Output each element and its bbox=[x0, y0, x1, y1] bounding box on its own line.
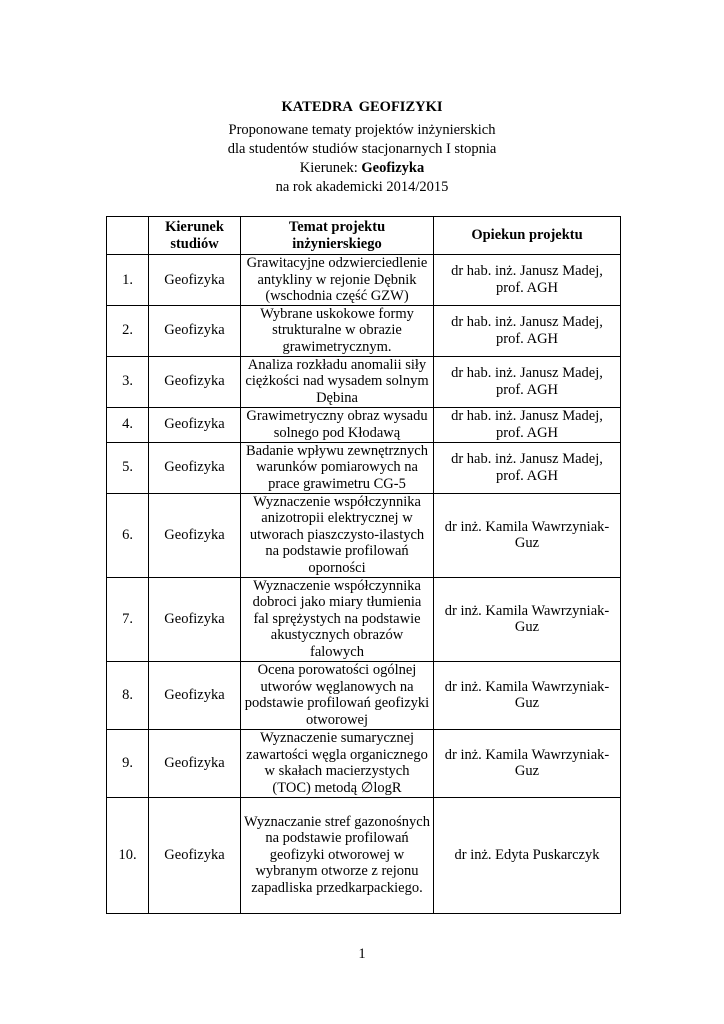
page-number: 1 bbox=[358, 946, 366, 962]
row-kierunek: Geofizyka bbox=[149, 356, 241, 407]
row-kierunek: Geofizyka bbox=[149, 442, 241, 493]
document-header bbox=[0, 98, 724, 197]
table-row bbox=[107, 356, 621, 407]
header-kierunek: Kierunek studiów bbox=[149, 217, 241, 255]
row-temat: Wyznaczenie współczynnika dobroci jako miary tłumienia fal sprężystych na podstawie akustycznych obrazów falowych bbox=[241, 577, 434, 661]
row-kierunek: Geofizyka bbox=[149, 255, 241, 306]
row-number: 10. bbox=[107, 797, 149, 913]
academic-year: na rok akademicki 2014/2015 bbox=[275, 179, 449, 195]
row-temat: Badanie wpływu zewnętrznych warunków pomiarowych na prace grawimetru CG-5 bbox=[241, 442, 434, 493]
row-number: 7. bbox=[107, 577, 149, 661]
row-kierunek: Geofizyka bbox=[149, 493, 241, 577]
row-opiekun: dr hab. inż. Janusz Madej, prof. AGH bbox=[434, 255, 621, 306]
row-temat: Wyznaczenie współczynnika anizotropii elektrycznej w utworach piaszczysto-ilastych na podstawie profilowań oporności bbox=[241, 493, 434, 577]
row-number: 5. bbox=[107, 442, 149, 493]
row-opiekun: dr inż. Kamila Wawrzyniak-Guz bbox=[434, 493, 621, 577]
row-kierunek: Geofizyka bbox=[149, 577, 241, 661]
row-temat: Wybrane uskokowe formy strukturalne w obrazie grawimetrycznym. bbox=[241, 305, 434, 356]
row-number: 4. bbox=[107, 407, 149, 442]
row-number: 3. bbox=[107, 356, 149, 407]
row-opiekun: dr hab. inż. Janusz Madej, prof. AGH bbox=[434, 442, 621, 493]
table-row bbox=[107, 577, 621, 661]
row-opiekun: dr inż. Kamila Wawrzyniak-Guz bbox=[434, 577, 621, 661]
row-opiekun: dr hab. inż. Janusz Madej, prof. AGH bbox=[434, 305, 621, 356]
header-number bbox=[107, 217, 149, 255]
row-kierunek: Geofizyka bbox=[149, 305, 241, 356]
table-row bbox=[107, 797, 621, 913]
topics-table bbox=[106, 216, 621, 914]
row-number: 1. bbox=[107, 255, 149, 306]
row-temat: Analiza rozkładu anomalii siły ciężkości nad wysadem solnym Dębina bbox=[241, 356, 434, 407]
row-kierunek: Geofizyka bbox=[149, 729, 241, 797]
row-temat: Wyznaczanie stref gazonośnych na podstawie profilowań geofizyki otworowej w wybranym otworze z rejonu zapadliska przedkarpackiego. bbox=[241, 797, 434, 913]
table-row bbox=[107, 493, 621, 577]
row-opiekun: dr inż. Kamila Wawrzyniak-Guz bbox=[434, 661, 621, 729]
row-kierunek: Geofizyka bbox=[149, 797, 241, 913]
table-row bbox=[107, 661, 621, 729]
row-number: 8. bbox=[107, 661, 149, 729]
row-temat: Wyznaczenie sumarycznej zawartości węgla organicznego w skałach macierzystych (TOC) metodą ∅logR bbox=[241, 729, 434, 797]
row-number: 9. bbox=[107, 729, 149, 797]
kierunek-line bbox=[0, 159, 724, 178]
row-temat: Grawimetryczny obraz wysadu solnego pod Kłodawą bbox=[241, 407, 434, 442]
subtitle-line-1: Proponowane tematy projektów inżynierskich bbox=[228, 122, 496, 138]
row-temat: Grawitacyjne odzwierciedlenie antykliny w rejonie Dębnik (wschodnia część GZW) bbox=[241, 255, 434, 306]
row-opiekun: dr hab. inż. Janusz Madej, prof. AGH bbox=[434, 356, 621, 407]
kierunek-label: Kierunek: bbox=[299, 160, 362, 176]
table-row bbox=[107, 255, 621, 306]
table-row bbox=[107, 442, 621, 493]
kierunek-value: Geofizyka bbox=[361, 160, 425, 176]
table-header-row bbox=[107, 217, 621, 255]
row-number: 2. bbox=[107, 305, 149, 356]
header-temat: Temat projektu inżynierskiego bbox=[241, 217, 434, 255]
row-kierunek: Geofizyka bbox=[149, 407, 241, 442]
department-title: KATEDRA GEOFIZYKI bbox=[281, 99, 443, 115]
table-row bbox=[107, 729, 621, 797]
subtitle-line-2: dla studentów studiów stacjonarnych I stopnia bbox=[227, 141, 497, 157]
table-row bbox=[107, 407, 621, 442]
row-opiekun: dr inż. Edyta Puskarczyk bbox=[434, 797, 621, 913]
row-opiekun: dr inż. Kamila Wawrzyniak-Guz bbox=[434, 729, 621, 797]
header-opiekun: Opiekun projektu bbox=[434, 217, 621, 255]
row-kierunek: Geofizyka bbox=[149, 661, 241, 729]
row-temat: Ocena porowatości ogólnej utworów węglanowych na podstawie profilowań geofizyki otworowej bbox=[241, 661, 434, 729]
row-opiekun: dr hab. inż. Janusz Madej, prof. AGH bbox=[434, 407, 621, 442]
row-number: 6. bbox=[107, 493, 149, 577]
table-row bbox=[107, 305, 621, 356]
